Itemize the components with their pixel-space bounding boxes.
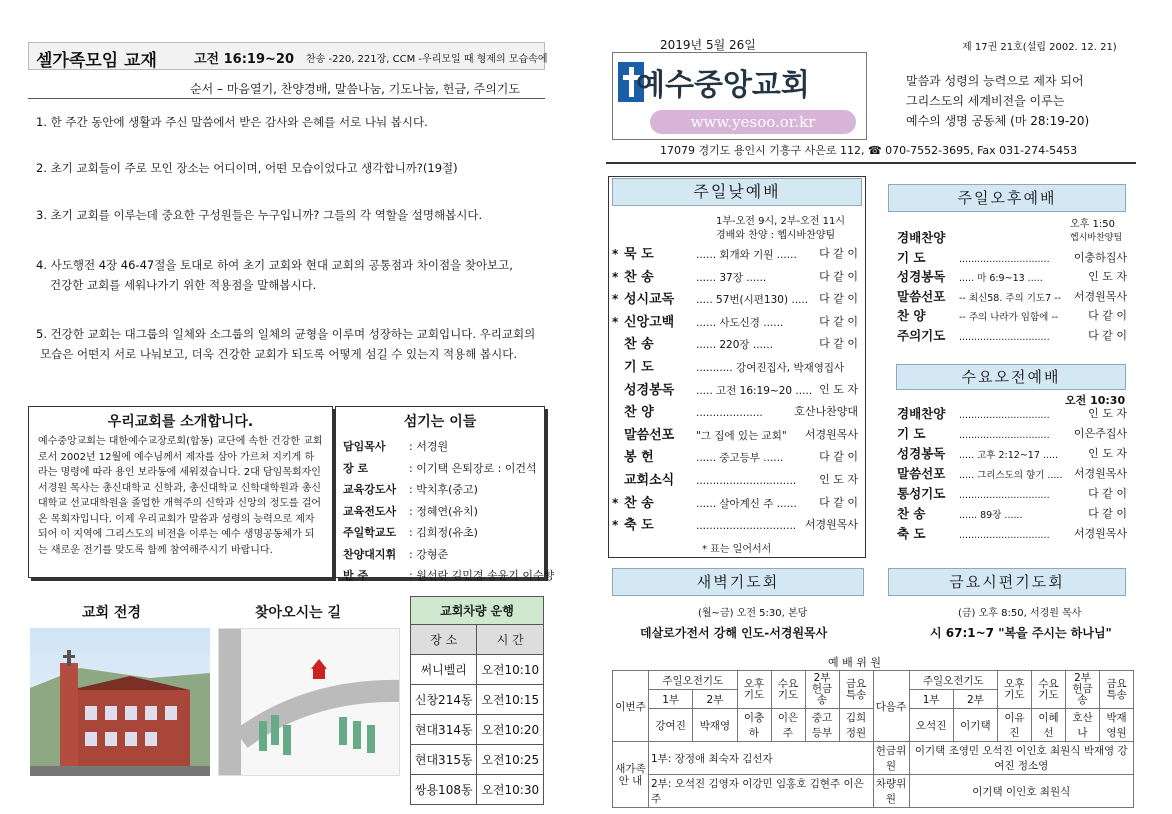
friday-prayer-title: 금요시편기도회 (888, 568, 1126, 596)
order-detail: ...... 37장 ...... (696, 271, 767, 284)
vehicle-committee-members: 이기택 이인호 최원식 (909, 775, 1134, 808)
table-row (411, 685, 544, 715)
order-detail: .............................. (959, 253, 1050, 265)
order-leader: 인 도 자 (819, 472, 858, 486)
staff-role: 장 로 (343, 461, 369, 475)
dawn-prayer-title: 새벽기도회 (612, 568, 864, 596)
duty-week-label: 이번주 (613, 671, 649, 742)
order-item: 주의기도 (897, 327, 946, 343)
duty-header: 금요 특송 (839, 671, 873, 709)
vehicle-time: 오전10:25 (477, 745, 544, 775)
vehicle-time: 오전10:10 (477, 655, 544, 685)
church-intro-text: 예수중앙교회는 대한예수교장로회(합동) 교단에 속한 건강한 교회로서 2002년 12월에 예수님께서 제자를 삼아 가르쳐 지키게 하라는 명령에 따라 용인 보라동에 세워졌습니다. 2대 담임목회자인 서경원 목사는 총신대학교 신학과, 총신대학교 신학대학원과 총신대학교 선교대학원을 졸업한 개혁주의 신학과 신앙의 정도를 걸어온 목회자입니다. 이제 우리교회가 말씀과 성령의 능력으로 제자 되어 이 지역에 그리스도의 비전을 이루는 예수 생명공동체가 되는 새로운 전기를 맞도록 함께 참여해주시기 바랍니다. (38, 436, 323, 556)
order-leader: 이은주집사 (1073, 427, 1127, 440)
offering-label: 헌금위원 (873, 742, 909, 775)
dawn-prayer-desc: 데살로가전서 강해 인도-서경원목사 (640, 626, 828, 640)
duty-name: 이유진 (998, 709, 1032, 742)
order-leader: 다 같 이 (1088, 309, 1127, 322)
order-detail: ...... 사도신경 ...... (696, 316, 784, 329)
order-leader: 다 같 이 (819, 247, 858, 260)
table-row (411, 775, 544, 805)
vehicle-schedule-header: 장 소 (411, 625, 477, 655)
duty-header: 1부 (649, 690, 693, 709)
question-2: 2. 초기 교회들이 주로 모인 장소는 어디이며, 어떤 모습이었다고 생각합니까?(19절) (36, 161, 458, 175)
staff-row (343, 458, 554, 480)
lesson-scripture: 고전 16:19~20 (194, 52, 295, 67)
order-leader: 서경원목사 (1073, 467, 1127, 480)
order-item: 말씀선포 (897, 466, 946, 481)
order-detail: ..... 57번(시편130) ..... (696, 294, 809, 307)
church-photo (30, 628, 210, 776)
duty-header: 수요 기도 (771, 671, 805, 709)
order-detail: ..... 고전 16:19~20 ..... (696, 384, 813, 397)
order-item: 기 도 (624, 359, 654, 375)
order-leader: 다 같 이 (1088, 487, 1127, 500)
order-item: 묵 도 (624, 247, 654, 262)
order-item: 축 도 (624, 518, 654, 534)
friday-prayer-time: (금) 오후 8:50, 서경원 목사 (958, 608, 1082, 619)
order-row (612, 356, 862, 379)
newcomer-label: 새가족 안 내 (613, 742, 649, 808)
staff-title: 섬기는 이들 (403, 414, 477, 430)
stand-mark: * (612, 269, 619, 284)
question-1: 1. 한 주간 동안에 생활과 주신 말씀에서 받은 감사와 은혜를 서로 나눠 봅시다. (36, 115, 428, 129)
duty-header: 오후 기도 (737, 671, 771, 709)
divider (28, 98, 545, 99)
lesson-order: 순서 – 마음열기, 찬양경배, 말씀나눔, 기도나눔, 헌금, 주의기도 (190, 82, 520, 96)
duty-name: 이충하 (737, 709, 771, 742)
order-item: 통성기도 (897, 486, 946, 501)
stand-mark: * (612, 495, 619, 510)
motto-line-2: 그리스도의 세계비전을 이루는 (906, 94, 1065, 108)
duty-grid (612, 670, 1134, 808)
staff-row (343, 522, 554, 544)
duty-title: 예 배 위 원 (828, 656, 881, 669)
staff-role: 담임목사 (343, 440, 386, 453)
order-item: 신앙고백 (624, 314, 675, 330)
afternoon-time: 오후 1:50 (1070, 219, 1115, 230)
vehicle-stop: 현대314동 (411, 715, 477, 745)
question-5a: 5. 건강한 교회는 대그룹의 일체와 소그룹의 일체의 균형을 이루며 성장하는 교회입니다. 우리교회의 (36, 327, 536, 341)
church-intro-title: 우리교회를 소개합니다. (107, 414, 254, 430)
church-website[interactable]: www.yesoo.or.kr (650, 110, 856, 134)
order-detail: ........... 강여진집사, 박재영집사 (696, 361, 845, 374)
staff-row (343, 544, 554, 566)
order-detail: ...... 회개와 기원 ...... (696, 249, 797, 261)
stand-mark: * (612, 314, 619, 329)
order-leader: 다 같 이 (819, 337, 858, 351)
vehicle-schedule-table (410, 596, 544, 805)
order-detail: ..... 고후 2:12~17 ..... (959, 450, 1058, 461)
sunday-service-title: 주일낮예배 (612, 178, 862, 206)
staff-row (343, 436, 554, 458)
order-detail: -- 최신58. 주의 기도7 -- (959, 292, 1062, 304)
vehicle-time: 오전10:15 (477, 685, 544, 715)
order-item: 성경봉독 (897, 269, 946, 284)
order-row (897, 248, 1127, 268)
order-item: 성시교독 (624, 292, 675, 308)
order-row (897, 504, 1127, 524)
header-divider (606, 162, 1136, 164)
church-photo-caption: 교회 전경 (82, 605, 141, 621)
order-detail: ..... 그리스도의 향기 ..... (959, 470, 1063, 481)
order-leader: 인 도 자 (819, 382, 858, 396)
vehicle-schedule-header: 시 간 (477, 625, 544, 655)
vehicle-committee-label: 차량위원 (873, 775, 909, 808)
order-detail: .............................. (696, 474, 797, 487)
order-detail: "그 집에 있는 교회" (696, 429, 787, 442)
duty-name: 호산나 (1066, 709, 1100, 742)
vehicle-schedule-title: 교회차량 운행 (411, 597, 544, 625)
order-item: 찬 송 (624, 269, 654, 285)
duty-header: 수요 기도 (1032, 671, 1066, 709)
duty-name: 중고등부 (805, 709, 839, 742)
order-row (897, 326, 1127, 346)
table-row (411, 655, 544, 685)
staff-row (343, 501, 554, 523)
order-detail: ...... 살아계신 주 ...... (696, 497, 797, 510)
duty-header: 주일오전기도 (909, 671, 998, 690)
afternoon-order-list (897, 228, 1127, 345)
staff-name: : 서경원 (409, 440, 449, 453)
order-leader: 다 같 이 (1088, 507, 1127, 520)
order-leader: 인 도 자 (1088, 447, 1127, 460)
order-leader: 서경원목사 (804, 427, 858, 441)
afternoon-team: 헵시바찬양팀 (1070, 233, 1123, 243)
staff-role: 반 주 (343, 569, 369, 582)
wednesday-time: 오전 10:30 (1065, 394, 1126, 407)
order-detail: .............................. (696, 520, 797, 533)
order-row (897, 267, 1127, 287)
order-leader: 다 같 이 (819, 269, 858, 283)
offering-members: 이기택 조영민 오석진 이인호 최원식 박재영 강여진 정소영 (909, 742, 1134, 775)
order-detail: ..... 마 6:9~13 ..... (959, 273, 1043, 284)
vehicle-stop: 써니벨리 (411, 655, 477, 685)
duty-header: 1부 (909, 690, 953, 709)
question-4b: 건강한 교회를 세워나가기 위한 적용점을 말해봅시다. (50, 278, 317, 292)
order-item: 기 도 (897, 426, 926, 441)
staff-name: : 원선란 김민경 송윤기 이수향 (409, 569, 555, 582)
order-row (897, 404, 1127, 424)
order-detail: .............................. (959, 410, 1050, 421)
order-item: 말씀선포 (897, 288, 946, 304)
duty-name: 오석진 (909, 709, 953, 742)
order-leader: 서경원목사 (804, 518, 858, 532)
order-detail: ...... 220장 ...... (696, 339, 773, 352)
order-detail: ...... 89장 ...... (959, 510, 1023, 521)
vehicle-stop: 신창214동 (411, 685, 477, 715)
order-row (612, 243, 862, 266)
order-row (897, 424, 1127, 444)
duty-name: 강여진 (649, 709, 693, 742)
map-caption: 찾아오시는 길 (255, 605, 342, 621)
order-item: 기 도 (897, 249, 926, 265)
church-building-image (30, 628, 210, 776)
order-item: 찬 송 (897, 506, 926, 521)
order-leader: 호산나찬양대 (794, 405, 858, 419)
duty-name: 김희정원 (839, 709, 873, 742)
order-row (897, 484, 1127, 504)
staff-name: : 정혜연(유치) (409, 504, 478, 518)
order-row (612, 446, 862, 469)
order-leader: 다 같 이 (1088, 328, 1127, 342)
duty-header: 2부 헌금송 (1066, 671, 1100, 709)
order-row (612, 401, 862, 424)
staff-name: : 이기택 은퇴장로 : 이건석 (409, 461, 537, 475)
order-detail: -- 주의 나라가 임함에 -- (959, 312, 1059, 323)
staff-row (343, 479, 554, 501)
vehicle-stop: 현대315동 (411, 745, 477, 775)
staff-row (343, 565, 554, 587)
question-4a: 4. 사도행전 4장 46-47절을 토대로 하여 초기 교회와 현대 교회의 공통점과 차이점을 찾아보고, (36, 258, 513, 272)
staff-name: : 김희정(유초) (409, 526, 478, 539)
sunday-service-time: 1부-오전 9시, 2부-오전 11시 (716, 216, 846, 227)
duty-header: 2부 (953, 690, 997, 709)
order-item: 성경봉독 (624, 382, 675, 398)
order-item: 성경봉독 (897, 446, 946, 461)
church-address: 17079 경기도 용인시 기흥구 사은로 112, ☎ 070-7552-3695, Fax 031-274-5453 (660, 144, 1078, 157)
order-item: 경배찬양 (897, 406, 946, 421)
order-row (612, 266, 862, 289)
wednesday-service-title: 수요오전예배 (896, 364, 1126, 390)
sunday-order-list (612, 243, 862, 537)
order-row (612, 424, 862, 447)
duty-header: 오후 기도 (998, 671, 1032, 709)
lesson-title: 셀가족모임 교재 (36, 51, 157, 71)
order-leader: 서경원목사 (1073, 289, 1127, 303)
order-row (612, 379, 862, 402)
order-row (897, 306, 1127, 326)
afternoon-service-title: 주일오후예배 (888, 184, 1126, 212)
duty-name: 이혜선 (1032, 709, 1066, 742)
duty-name: 이기택 (953, 709, 997, 742)
sunday-praise-team: 경배와 찬양 : 헵시바찬양팀 (716, 230, 836, 241)
motto-line-3: 예수의 생명 공동체 (마 28:19-20) (906, 114, 1090, 128)
order-row (897, 464, 1127, 484)
order-row (612, 333, 862, 356)
order-item: 축 도 (897, 526, 926, 541)
staff-name: : 강형준 (409, 547, 449, 561)
vehicle-time: 오전10:30 (477, 775, 544, 805)
order-row (612, 311, 862, 334)
order-item: 말씀선포 (624, 427, 675, 443)
standing-note: * 표는 일어서서 (702, 544, 772, 555)
bulletin-issue: 제 17권 21호(설립 2002. 12. 21) (962, 42, 1117, 53)
vehicle-stop: 쌍용108동 (411, 775, 477, 805)
order-leader: 인 도 자 (1088, 270, 1127, 283)
duty-header: 금요 특송 (1100, 671, 1134, 709)
order-leader: 이충하집사 (1073, 250, 1127, 264)
question-3: 3. 초기 교회를 이루는데 중요한 구성원들은 누구입니까? 그들의 각 역할을 설명해봅시다. (36, 208, 483, 222)
dawn-prayer-time: (월~금) 오전 5:30, 본당 (698, 608, 808, 619)
order-item: 찬 양 (624, 405, 654, 421)
order-detail: .............................. (959, 331, 1050, 343)
newcomer-1st: 1부: 장정애 최숙자 김선자 (649, 742, 874, 775)
order-row (612, 514, 862, 537)
order-row (897, 228, 1127, 248)
order-row (612, 469, 862, 492)
order-detail: .............................. (959, 530, 1050, 541)
duty-name: 박재영 (693, 709, 737, 742)
duty-header: 2부 (693, 690, 737, 709)
map-drawing (219, 629, 400, 776)
duty-week-label: 다음주 (873, 671, 909, 742)
order-leader: 인 도 자 (1088, 407, 1127, 420)
order-row (897, 444, 1127, 464)
stand-mark: * (612, 518, 619, 533)
staff-role: 주일학교도 (343, 526, 397, 539)
lesson-hymns: 찬송 -220, 221장, CCM -우리모일 때 형제의 모습속에 (306, 54, 548, 65)
wednesday-order-list (897, 404, 1127, 544)
order-leader: 다 같 이 (819, 292, 858, 306)
duty-header: 주일오전기도 (649, 671, 738, 690)
order-leader: 다 같 이 (819, 495, 858, 509)
table-row (411, 715, 544, 745)
motto-line-1: 말씀과 성령의 능력으로 제자 되어 (906, 74, 1084, 88)
duty-header: 2부 헌금송 (805, 671, 839, 709)
order-item: 찬 송 (624, 337, 654, 353)
staff-role: 교육강도사 (343, 483, 397, 496)
staff-list (343, 436, 554, 587)
church-name-logo: 예수중앙교회 (636, 68, 810, 103)
order-detail: .............................. (959, 490, 1050, 501)
duty-table (612, 670, 1134, 808)
order-row (612, 288, 862, 311)
location-map (218, 628, 400, 776)
staff-role: 교육전도사 (343, 504, 397, 518)
order-leader: 서경원목사 (1073, 527, 1127, 540)
question-5b: 모습은 어떤지 서로 나눠보고, 더욱 건강한 교회가 되도록 어떻게 섬길 수 있는지 적용해 봅시다. (40, 347, 517, 361)
duty-name: 박재영원 (1100, 709, 1134, 742)
order-leader: 다 같 이 (819, 450, 858, 464)
newcomer-2nd: 2부: 오석진 김영자 이강민 임홍호 김현주 이은주 (649, 775, 874, 808)
order-row (897, 524, 1127, 544)
order-row (612, 492, 862, 515)
staff-role: 찬양대지휘 (343, 547, 397, 561)
stand-mark: * (612, 292, 619, 307)
table-row (411, 745, 544, 775)
order-detail: .............................. (959, 430, 1050, 441)
order-row (897, 287, 1127, 307)
duty-name: 이은주 (771, 709, 805, 742)
order-item: 찬 양 (897, 308, 926, 323)
friday-prayer-desc: 시 67:1~7 "복을 주시는 하나님" (930, 626, 1112, 640)
stand-mark: * (612, 247, 619, 261)
order-item: 봉 헌 (624, 450, 654, 466)
order-detail: .................... (696, 407, 763, 420)
order-leader: 다 같 이 (819, 314, 858, 328)
bulletin-date: 2019년 5월 26일 (660, 38, 756, 52)
order-detail: ...... 중고등부 ...... (696, 452, 784, 465)
order-item: 교회소식 (624, 472, 675, 488)
order-item: 찬 송 (624, 495, 654, 511)
staff-name: : 박치후(중고) (409, 483, 478, 496)
vehicle-time: 오전10:20 (477, 715, 544, 745)
order-item: 경배찬양 (897, 230, 946, 245)
